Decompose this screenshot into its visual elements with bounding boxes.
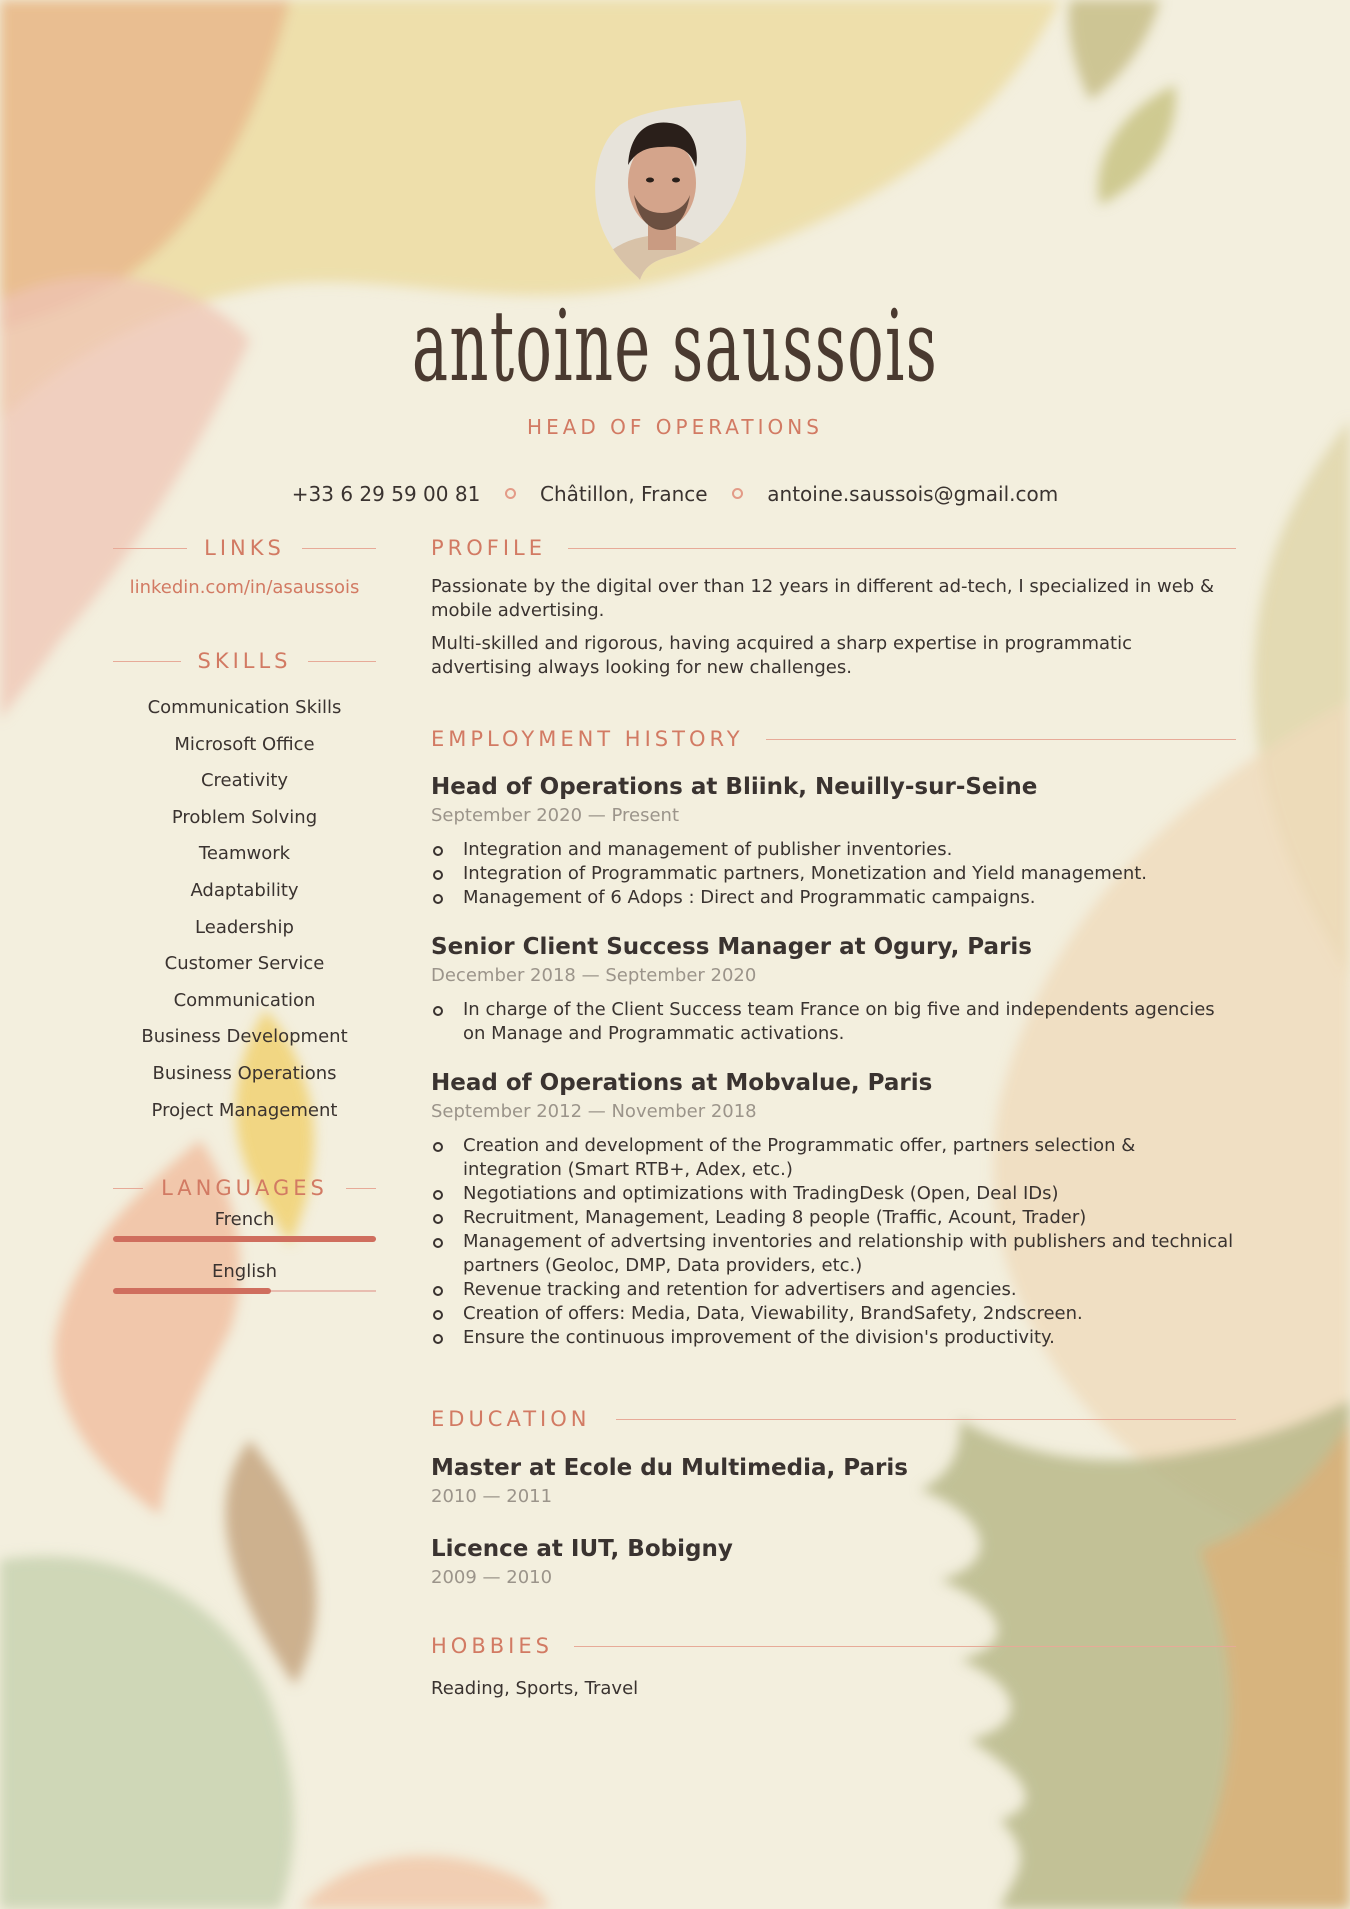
skills-section <box>113 646 376 1129</box>
skill-item: Problem Solving <box>171 806 318 828</box>
section-title: EMPLOYMENT HISTORY <box>431 727 744 751</box>
section-title: HOBBIES <box>431 1634 553 1658</box>
divider <box>113 661 181 662</box>
languages-list <box>113 1207 376 1297</box>
job-bullet: Negotiations and optimizations with TradingDesk (Open, Deal IDs) <box>431 1182 1236 1206</box>
divider <box>308 661 376 662</box>
job-bullet: Creation of offers: Media, Data, Viewability, BrandSafety, 2ndscreen. <box>431 1302 1236 1326</box>
profile-paragraph: Multi-skilled and rigorous, having acquired a sharp expertise in programmatic advertising always looking for new challenges. <box>431 633 1132 678</box>
candidate-name: antoine saussois <box>411 290 939 404</box>
education-dates: 2009 — 2010 <box>431 1567 553 1588</box>
employment-heading <box>431 724 1236 754</box>
section-title: LANGUAGES <box>161 1176 328 1200</box>
job-entry <box>431 1068 1236 1350</box>
education-section <box>431 1404 1236 1592</box>
skill-item: Microsoft Office <box>174 733 315 755</box>
languages-section <box>113 1173 376 1311</box>
profile-paragraph: Passionate by the digital over than 12 years in different ad-tech, I specialized in web & mobile advertising. <box>431 576 1214 621</box>
education-entry <box>431 1534 1236 1592</box>
language-name: English <box>212 1261 277 1282</box>
language-level-bar <box>113 1285 376 1297</box>
job-bullet: In charge of the Client Success team France on big five and independents agencies on Manage and Programmatic activations. <box>431 998 1236 1046</box>
job-entry-title: Head of Operations at Bliink, Neuilly-sur-Seine <box>431 774 1038 800</box>
hobbies-text: Reading, Sports, Travel <box>431 1678 639 1699</box>
skill-item: Communication Skills <box>147 697 342 718</box>
job-bullets <box>431 998 1236 1046</box>
job-entry-title: Head of Operations at Mobvalue, Paris <box>431 1070 933 1096</box>
skills-list <box>113 690 376 1129</box>
email-link[interactable]: antoine.saussois@gmail.com <box>767 482 1059 506</box>
hobbies-section <box>431 1631 1236 1701</box>
skill-item: Customer Service <box>164 953 325 975</box>
divider <box>568 548 1236 549</box>
divider <box>616 1419 1236 1420</box>
skill-item: Adaptability <box>190 879 299 901</box>
job-bullet: Recruitment, Management, Leading 8 people (Traffic, Acount, Trader) <box>431 1206 1236 1230</box>
links-heading <box>113 533 376 563</box>
phone-text: +33 6 29 59 00 81 <box>291 482 481 506</box>
job-bullet: Integration of Programmatic partners, Monetization and Yield management. <box>431 862 1236 886</box>
job-entry-dates: September 2012 — November 2018 <box>431 1101 757 1122</box>
links-section <box>113 533 376 598</box>
languages-heading <box>113 1173 376 1203</box>
education-title: Licence at IUT, Bobigny <box>431 1536 733 1562</box>
job-entry <box>431 772 1236 910</box>
section-title: SKILLS <box>197 649 292 673</box>
job-bullet: Management of 6 Adops : Direct and Programmatic campaigns. <box>431 886 1236 910</box>
job-bullet: Ensure the continuous improvement of the division's productivity. <box>431 1326 1236 1350</box>
linkedin-link[interactable]: linkedin.com/in/asaussois <box>129 577 360 598</box>
job-bullets <box>431 838 1236 910</box>
skill-item: Leadership <box>195 916 294 938</box>
section-title: PROFILE <box>431 536 547 560</box>
job-bullet: Management of advertsing inventories and relationship with publishers and technical partners (Geoloc, DMP, Data providers, etc.) <box>431 1230 1236 1278</box>
education-entry <box>431 1453 1236 1511</box>
divider <box>302 548 376 549</box>
divider <box>113 548 187 549</box>
skill-item: Teamwork <box>198 843 291 865</box>
profile-heading <box>431 533 1236 563</box>
job-bullet: Revenue tracking and retention for advertisers and agencies. <box>431 1278 1236 1302</box>
section-title: EDUCATION <box>431 1407 591 1431</box>
skill-item: Business Development <box>141 1026 348 1048</box>
job-entry-dates: September 2020 — Present <box>431 805 680 826</box>
candidate-job-title: HEAD OF OPERATIONS <box>527 415 823 439</box>
hobbies-heading <box>431 1631 1236 1661</box>
job-entry-title: Senior Client Success Manager at Ogury, Paris <box>431 934 1032 960</box>
skills-heading <box>113 646 376 676</box>
profile-photo <box>590 95 750 280</box>
skill-item: Communication <box>173 989 316 1011</box>
skill-item: Business Operations <box>152 1062 337 1084</box>
employment-section <box>431 724 1236 1350</box>
job-bullet: Creation and development of the Programmatic offer, partners selection & integration (Smart RTB+, Adex, etc.) <box>431 1134 1236 1182</box>
job-entry-dates: December 2018 — September 2020 <box>431 965 757 986</box>
education-heading <box>431 1404 1236 1434</box>
job-bullet: Integration and management of publisher inventories. <box>431 838 1236 862</box>
skill-item: Project Management <box>151 1099 338 1121</box>
job-entry <box>431 932 1236 1046</box>
profile-section <box>431 533 1236 680</box>
skill-item: Creativity <box>200 770 289 792</box>
divider <box>346 1188 376 1189</box>
divider <box>766 739 1236 740</box>
language-level-bar <box>113 1233 376 1245</box>
section-title: LINKS <box>204 536 285 560</box>
education-dates: 2010 — 2011 <box>431 1486 553 1507</box>
divider <box>113 1188 143 1189</box>
education-title: Master at Ecole du Multimedia, Paris <box>431 1455 908 1481</box>
separator-dot <box>505 488 516 499</box>
contact-line <box>0 482 1350 506</box>
language-name: French <box>214 1209 275 1230</box>
separator-dot <box>732 488 743 499</box>
job-bullets <box>431 1134 1236 1350</box>
language-level-fill <box>113 1288 271 1294</box>
location-text: Châtillon, France <box>540 482 708 506</box>
language-level-fill <box>113 1236 376 1242</box>
divider <box>574 1646 1236 1647</box>
